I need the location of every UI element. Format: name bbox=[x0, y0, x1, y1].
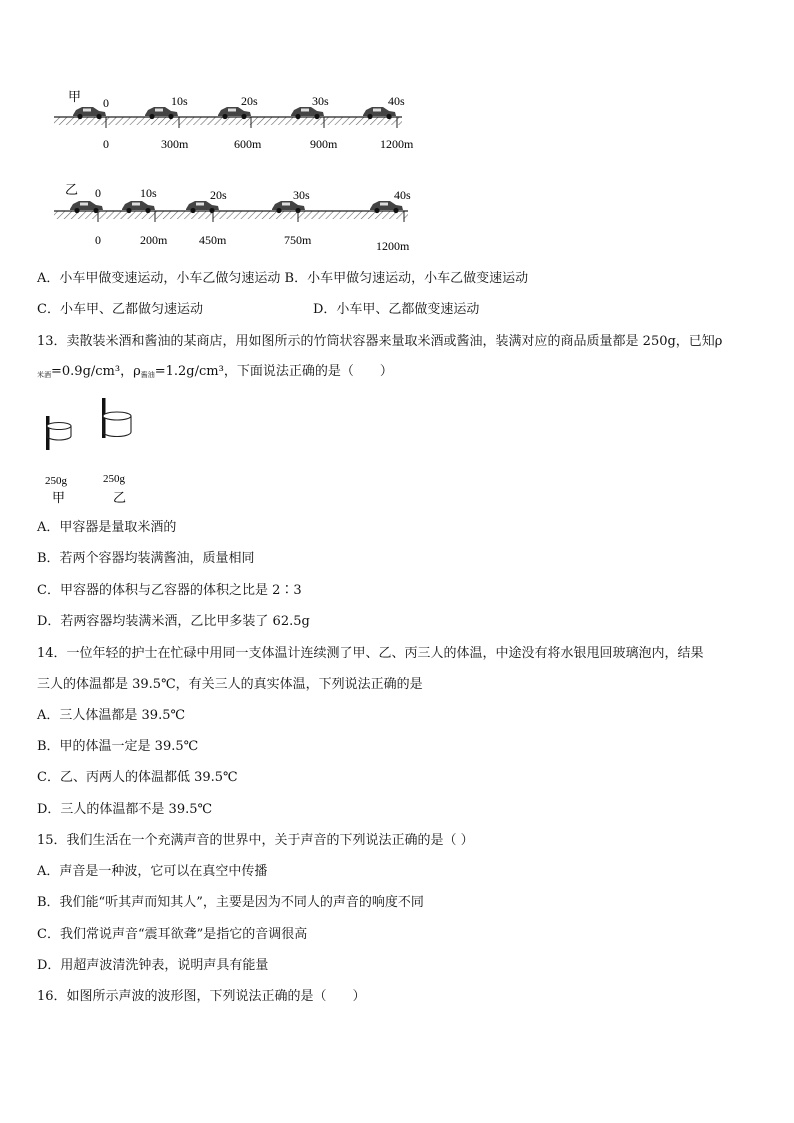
q16-stem: 16．如图所示声波的波形图，下列说法正确的是（ ） bbox=[37, 989, 366, 1004]
track-yi-label: 乙 bbox=[65, 182, 79, 197]
track-jia bbox=[54, 89, 414, 151]
time-label-yi-0: 0 bbox=[95, 186, 101, 200]
distance-label-jia-2: 600m bbox=[234, 137, 262, 151]
q13-stem-line2 bbox=[37, 363, 393, 384]
q15-stem: 15．我们生活在一个充满声音的世界中，关于声音的下列说法正确的是（ ） bbox=[37, 833, 474, 848]
q15-option-d: D．用超声波清洗钟表，说明声具有能量 bbox=[37, 958, 269, 973]
time-label-yi-4: 40s bbox=[394, 188, 411, 202]
q14-option-d: D．三人的体温都不是 39.5℃ bbox=[37, 802, 213, 817]
container-jia-label: 甲 bbox=[52, 490, 66, 505]
q13-option-c: C．甲容器的体积与乙容器的体积之比是 2∶3 bbox=[37, 583, 302, 598]
time-label-yi-3: 30s bbox=[293, 188, 310, 202]
q13-option-a: A．甲容器是量取米酒的 bbox=[37, 520, 177, 535]
q14-stem-line2: 三人的体温都是 39.5℃，有关三人的真实体温，下列说法正确的是 bbox=[37, 677, 423, 692]
distance-label-yi-0: 0 bbox=[95, 233, 101, 247]
q14-option-a: A．三人体温都是 39.5℃ bbox=[37, 708, 186, 723]
bamboo-container-figure bbox=[40, 396, 150, 506]
q15-option-b: B．我们能“听其声而知其人”，主要是因为不同人的声音的响度不同 bbox=[37, 895, 424, 910]
distance-label-jia-1: 300m bbox=[161, 137, 189, 151]
distance-label-yi-4: 1200m bbox=[376, 239, 410, 253]
time-label-jia-2: 20s bbox=[241, 94, 258, 108]
distance-label-yi-2: 450m bbox=[199, 233, 227, 247]
q15-option-a: A．声音是一种波，它可以在真空中传播 bbox=[37, 864, 268, 879]
time-label-yi-2: 20s bbox=[210, 188, 227, 202]
time-label-jia-4: 40s bbox=[388, 94, 405, 108]
container-yi-label: 乙 bbox=[113, 490, 127, 505]
q12-option-ab: A．小车甲做变速运动，小车乙做匀速运动 B．小车甲做匀速运动，小车乙做变速运动 bbox=[37, 271, 529, 286]
q15-option-c: C．我们常说声音“震耳欲聋”是指它的音调很高 bbox=[37, 927, 308, 942]
time-label-jia-1: 10s bbox=[171, 94, 188, 108]
time-label-jia-0: 0 bbox=[103, 96, 109, 110]
time-label-jia-3: 30s bbox=[312, 94, 329, 108]
q13-stem-text2a: =0.9g/cm³，ρ bbox=[51, 364, 141, 379]
container-yi bbox=[102, 398, 131, 505]
container-jia-mass: 250g bbox=[45, 475, 67, 487]
q14-option-c: C．乙、丙两人的体温都低 39.5℃ bbox=[37, 770, 238, 785]
container-jia bbox=[45, 416, 71, 505]
track-jia-label: 甲 bbox=[68, 89, 82, 104]
q13-option-b: B．若两个容器均装满酱油，质量相同 bbox=[37, 551, 255, 566]
container-yi-mass: 250g bbox=[103, 473, 125, 485]
q13-sub-mijiu: 米酒 bbox=[37, 371, 51, 379]
time-label-yi-1: 10s bbox=[140, 186, 157, 200]
q13-stem-text2b: =1.2g/cm³，下面说法正确的是（ ） bbox=[154, 364, 393, 379]
q13-sub-jiangyou: 酱油 bbox=[140, 371, 155, 379]
distance-label-yi-3: 750m bbox=[284, 233, 312, 247]
q12-option-c: C．小车甲、乙都做匀速运动 bbox=[37, 302, 203, 317]
distance-label-jia-0: 0 bbox=[103, 137, 109, 151]
distance-label-jia-3: 900m bbox=[310, 137, 338, 151]
q14-option-b: B．甲的体温一定是 39.5℃ bbox=[37, 739, 199, 754]
q13-stem-text1: 13．卖散装米酒和酱油的某商店，用如图所示的竹筒状容器来量取米酒或酱油，装满对应的商品质量都是 250g，已知ρ bbox=[37, 334, 723, 349]
track-yi bbox=[54, 182, 411, 253]
q12-option-d: D．小车甲、乙都做变速运动 bbox=[313, 302, 480, 317]
distance-label-yi-1: 200m bbox=[140, 233, 168, 247]
q14-stem-line1: 14．一位年轻的护士在忙碌中用同一支体温计连续测了甲、乙、丙三人的体温，中途没有将水银甩回玻璃泡内，结果 bbox=[37, 646, 704, 661]
distance-label-jia-4: 1200m bbox=[380, 137, 414, 151]
q13-option-d: D．若两容器均装满米酒，乙比甲多装了 62.5g bbox=[37, 614, 310, 629]
car-motion-figure bbox=[40, 80, 440, 260]
q13-stem-line1 bbox=[37, 333, 722, 351]
